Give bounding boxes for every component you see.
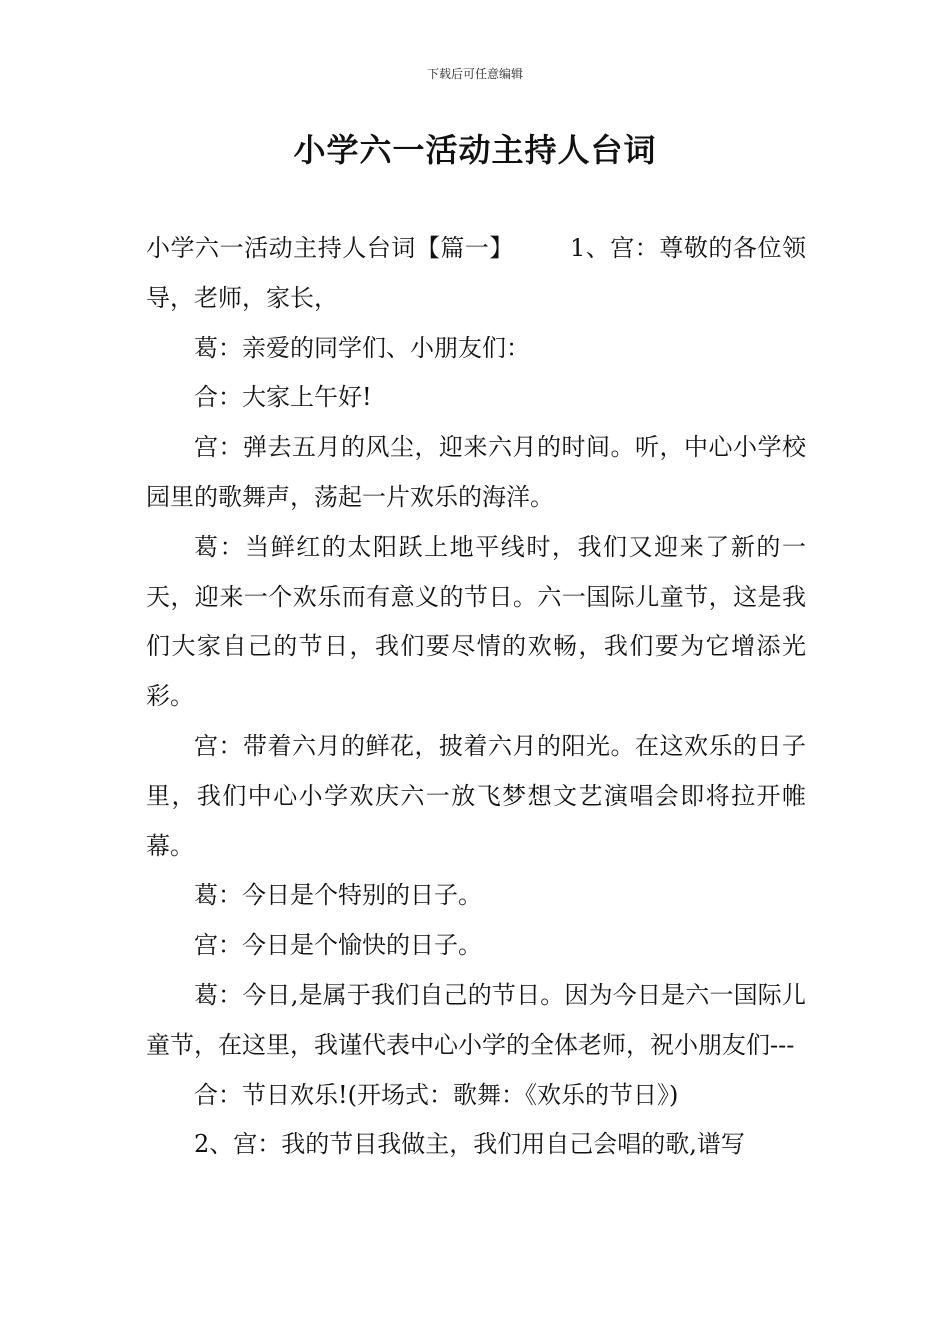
paragraph: 葛：今日,是属于我们自己的节日。因为今日是六一国际儿童节，在这里，我谨代表中心小学的全体老师，祝小朋友们--- (146, 980, 806, 1059)
document-title: 小学六一活动主持人台词 (293, 131, 657, 169)
paragraph: 葛：当鲜红的太阳跃上地平线时，我们又迎来了新的一天，迎来一个欢乐而有意义的节日。六一国际儿童节，这是我们大家自己的节日，我们要尽情的欢畅，我们要为它增添光彩。 (146, 532, 806, 711)
paragraph: 合：大家上午好! (194, 383, 372, 412)
paragraph: 宫：弹去五月的风尘，迎来六月的时间。听，中心小学校园里的歌舞声，荡起一片欢乐的海洋。 (146, 433, 806, 511)
document-body (146, 224, 806, 1170)
paragraph: 宫：今日是个愉快的日子。 (194, 931, 482, 960)
paragraph: 合：节日欢乐!(开场式：歌舞：《欢乐的节日》) (194, 1080, 679, 1109)
paragraph: 2、宫：我的节目我做主，我们用自己会唱的歌,谱写 (194, 1130, 745, 1159)
paragraph-first (146, 224, 806, 324)
paragraph-text: 1、宫：尊敬的各位领导，老师，家长， (146, 234, 806, 312)
header-note: 下载后可任意编辑 (426, 67, 523, 81)
paragraph: 宫：带着六月的鲜花，披着六月的阳光。在这欢乐的日子里，我们中心小学欢庆六一放飞梦想文艺演唱会即将拉开帷幕。 (146, 731, 806, 860)
paragraph: 葛：今日是个特别的日子。 (194, 881, 482, 910)
section-heading: 小学六一活动主持人台词【篇一】 (146, 234, 514, 262)
paragraph: 葛：亲爱的同学们、小朋友们： (194, 333, 530, 362)
